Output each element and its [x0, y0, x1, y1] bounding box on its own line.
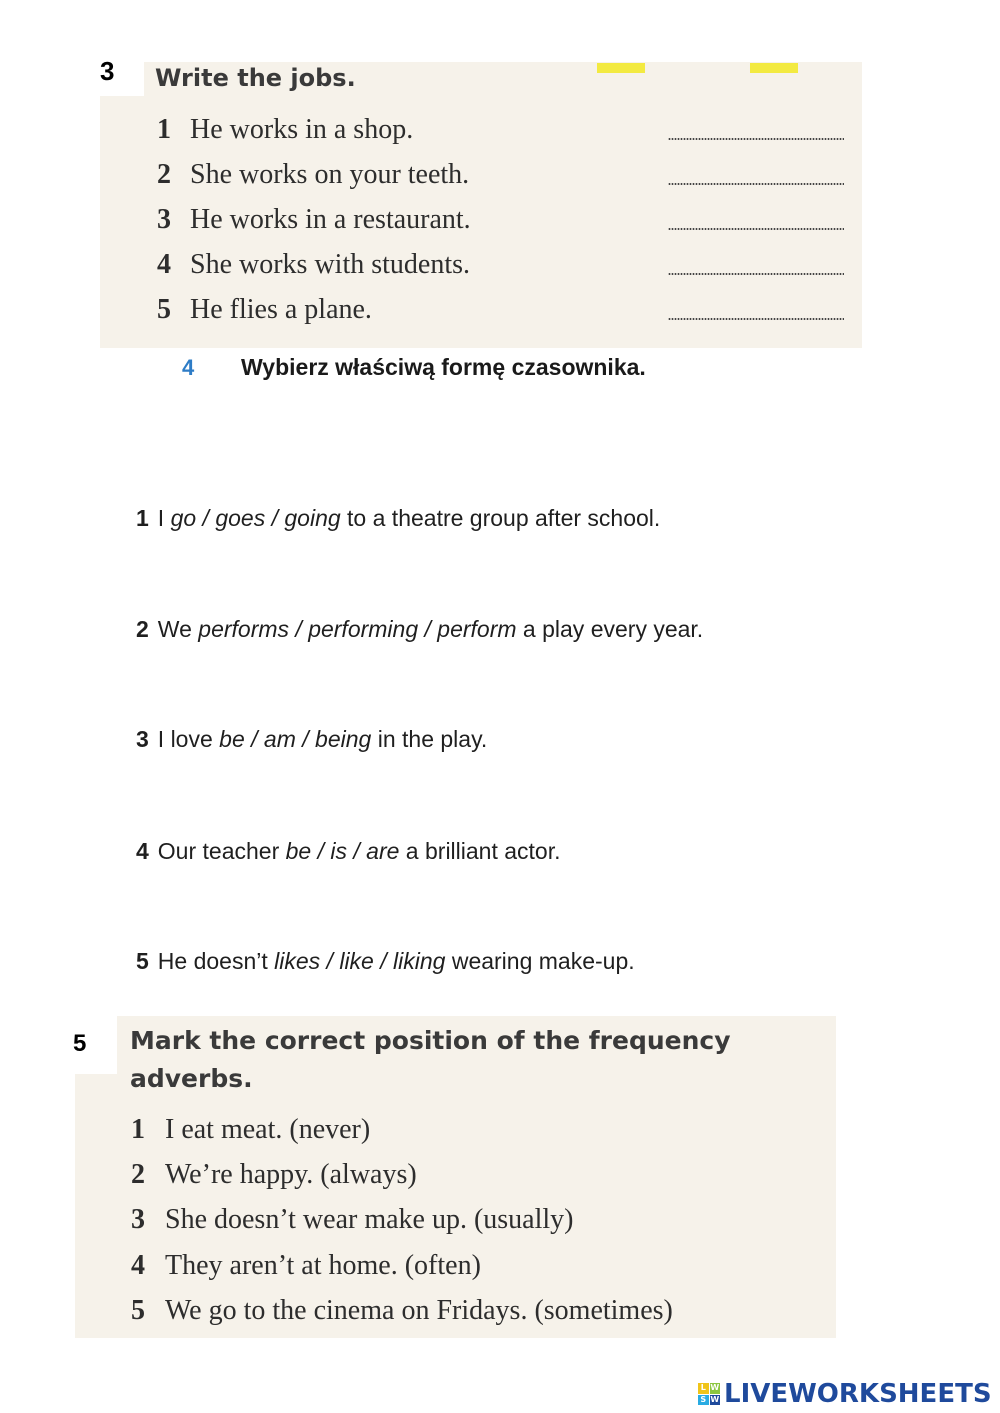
item-number: 1 — [157, 114, 171, 145]
item-number: 5 — [131, 1295, 145, 1326]
job-item — [157, 159, 469, 191]
answer-blank[interactable] — [668, 273, 844, 275]
sentence-end: in the play. — [371, 726, 488, 752]
verb-options[interactable]: be / is / are — [285, 838, 400, 864]
logo-mark-icon — [698, 1383, 720, 1405]
sentence-end: wearing make-up. — [445, 948, 635, 974]
adverb-item[interactable] — [131, 1204, 574, 1236]
answer-blank[interactable] — [668, 318, 844, 320]
exercise-3-title: Write the jobs. — [155, 64, 356, 92]
logo-mark-tile: W — [710, 1383, 720, 1392]
item-text: She works on your teeth. — [190, 159, 470, 190]
item-text: They aren’t at home. (often) — [165, 1250, 481, 1281]
item-number: 4 — [131, 1250, 145, 1281]
job-item — [157, 249, 470, 281]
item-text: I eat meat. (never) — [165, 1114, 371, 1145]
item-text: We go to the cinema on Fridays. (sometimes) — [165, 1295, 673, 1326]
item-number: 5 — [136, 948, 149, 974]
adverb-item[interactable] — [131, 1159, 417, 1191]
item-number: 4 — [157, 249, 171, 280]
logo-mark-tile: S — [698, 1395, 709, 1406]
item-number: 3 — [157, 204, 171, 235]
logo-mark-tile: L — [698, 1383, 709, 1394]
sentence-start: Our teacher — [157, 838, 286, 864]
verb-options[interactable]: go / goes / going — [170, 505, 341, 531]
adverb-item[interactable] — [131, 1295, 673, 1327]
exercise-5-title: Mark the correct position of the frequency adverbs. — [130, 1026, 731, 1093]
exercise-3-number-background — [88, 50, 144, 96]
verb-choice-item — [136, 948, 635, 975]
verb-choice-item — [136, 838, 561, 865]
highlight-mark — [750, 63, 798, 73]
item-number: 2 — [131, 1159, 145, 1190]
exercise-3-number: 3 — [100, 56, 115, 86]
exercise-4-number: 4 — [182, 355, 195, 380]
highlight-mark — [597, 63, 645, 73]
liveworksheets-logo[interactable] — [698, 1376, 992, 1412]
item-text: He works in a restaurant. — [190, 204, 471, 235]
logo-text: LIVEWORKSHEETS — [724, 1379, 992, 1409]
exercise-5-number: 5 — [73, 1030, 87, 1057]
item-number: 3 — [136, 726, 149, 752]
sentence-start: I — [157, 505, 171, 531]
sentence-end: a brilliant actor. — [399, 838, 561, 864]
verb-options[interactable]: performs / performing / perform — [198, 616, 517, 642]
sentence-start: He doesn’t — [157, 948, 275, 974]
verb-choice-item — [136, 726, 487, 753]
item-text: He works in a shop. — [190, 114, 414, 145]
adverb-item[interactable] — [131, 1250, 481, 1282]
item-number: 2 — [157, 159, 171, 190]
item-number: 1 — [131, 1114, 145, 1145]
logo-mark-tile: W — [710, 1394, 720, 1404]
sentence-start: I love — [157, 726, 220, 752]
item-number: 5 — [157, 294, 171, 325]
answer-blank[interactable] — [668, 183, 844, 185]
answer-blank[interactable] — [668, 228, 844, 230]
item-text: She doesn’t wear make up. (usually) — [165, 1204, 574, 1235]
verb-choice-item — [136, 505, 660, 532]
item-number: 1 — [136, 505, 149, 531]
job-item — [157, 204, 471, 236]
item-number: 3 — [131, 1204, 145, 1235]
job-item — [157, 294, 372, 326]
verb-options[interactable]: be / am / being — [219, 726, 372, 752]
sentence-end: to a theatre group after school. — [340, 505, 661, 531]
adverb-item[interactable] — [131, 1114, 370, 1146]
item-number: 2 — [136, 616, 149, 642]
answer-blank[interactable] — [668, 138, 844, 140]
item-text: He flies a plane. — [190, 294, 372, 325]
verb-options[interactable]: likes / like / liking — [274, 948, 446, 974]
sentence-start: We — [157, 616, 199, 642]
job-item — [157, 114, 413, 146]
exercise-4-title: Wybierz właściwą formę czasownika. — [241, 354, 646, 380]
verb-choice-item — [136, 616, 703, 643]
sentence-end: a play every year. — [516, 616, 704, 642]
item-number: 4 — [136, 838, 149, 864]
item-text: She works with students. — [190, 249, 470, 280]
item-text: We’re happy. (always) — [165, 1159, 417, 1190]
